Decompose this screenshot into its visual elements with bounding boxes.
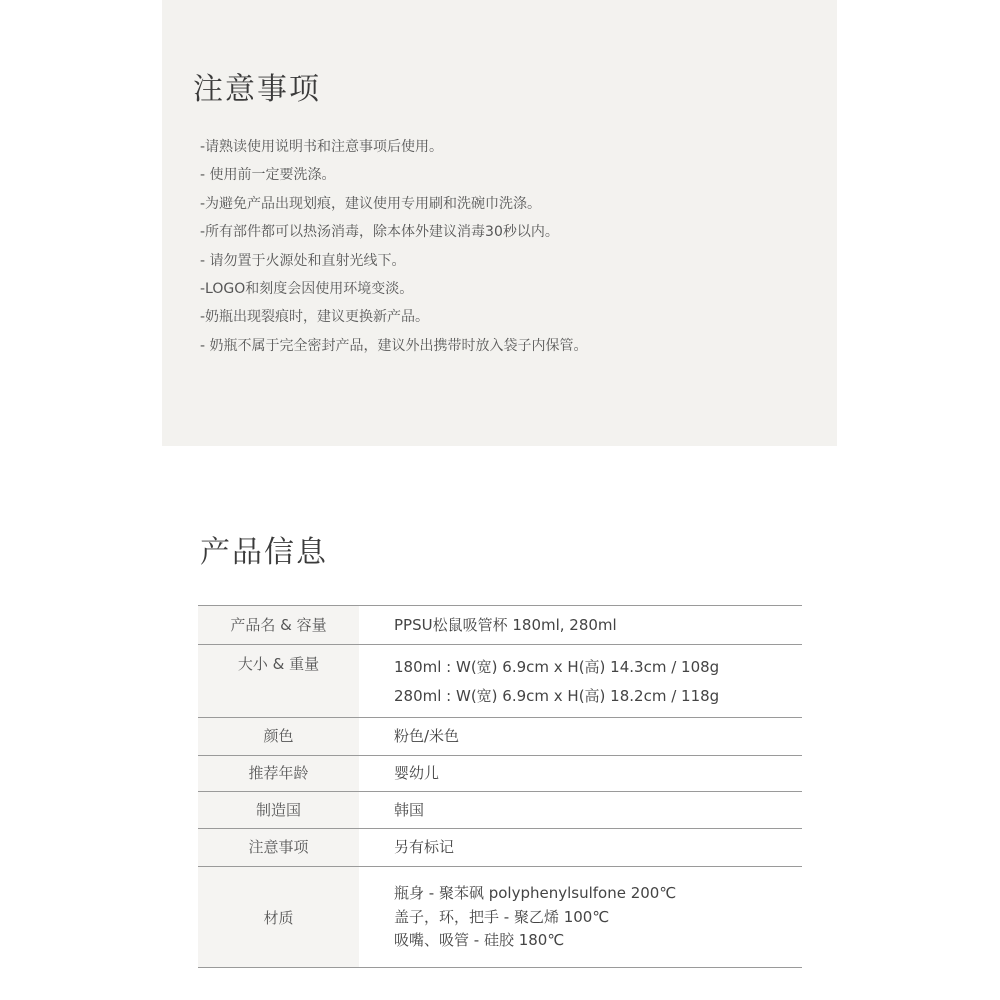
row-label: 推荐年龄	[198, 756, 359, 792]
row-value	[359, 645, 802, 718]
notice-list	[200, 133, 588, 360]
value-line: 吸嘴、吸管 - 硅胶 180℃	[394, 931, 565, 949]
row-value	[359, 792, 802, 829]
table-row	[198, 829, 802, 867]
value-line: 另有标记	[394, 838, 455, 856]
table-row	[198, 718, 802, 756]
notice-item: -LOGO和刻度会因使用环境变淡。	[200, 281, 414, 298]
row-value	[359, 718, 802, 756]
table-row	[198, 792, 802, 829]
row-label: 注意事项	[198, 829, 359, 867]
value-line: 180ml : W(宽) 6.9cm x H(高) 14.3cm / 108g	[394, 658, 720, 676]
notice-title: 注意事项	[193, 72, 321, 107]
product-info-table	[198, 605, 802, 968]
value-line: 瓶身 - 聚苯砜 polyphenylsulfone 200℃	[394, 884, 677, 902]
notice-item: -奶瓶出现裂痕时，建议更换新产品。	[200, 309, 430, 326]
notice-item: -所有部件都可以热汤消毒，除本体外建议消毒30秒以内。	[200, 224, 559, 241]
row-value	[359, 606, 802, 645]
notice-panel	[162, 0, 837, 446]
notice-item: -请熟读使用说明书和注意事项后使用。	[200, 139, 444, 155]
table-row	[198, 867, 802, 968]
row-label: 制造国	[198, 792, 359, 829]
value-line: PPSU松鼠吸管杯 180ml, 280ml	[394, 616, 617, 634]
row-value	[359, 867, 802, 968]
table-row	[198, 756, 802, 792]
value-line: 280ml : W(宽) 6.9cm x H(高) 18.2cm / 118g	[394, 687, 720, 705]
row-value	[359, 829, 802, 867]
row-label: 材质	[198, 867, 359, 968]
row-label: 大小 & 重量	[198, 645, 359, 718]
product-info-title: 产品信息	[200, 535, 328, 570]
row-label: 产品名 & 容量	[198, 606, 359, 645]
notice-item: - 使用前一定要洗涤。	[200, 167, 336, 184]
value-line: 韩国	[394, 801, 425, 819]
value-line: 婴幼儿	[394, 764, 440, 782]
table-row	[198, 645, 802, 718]
row-label: 颜色	[198, 718, 359, 756]
notice-item: -为避免产品出现划痕，建议使用专用刷和洗碗巾洗涤。	[200, 195, 542, 212]
table-row	[198, 606, 802, 645]
notice-item: - 奶瓶不属于完全密封产品，建议外出携带时放入袋子内保管。	[200, 337, 588, 354]
notice-item: - 请勿置于火源处和直射光线下。	[200, 252, 406, 269]
value-line: 盖子，环，把手 - 聚乙烯 100℃	[394, 907, 610, 926]
row-value	[359, 756, 802, 792]
value-line: 粉色/米色	[394, 727, 460, 745]
